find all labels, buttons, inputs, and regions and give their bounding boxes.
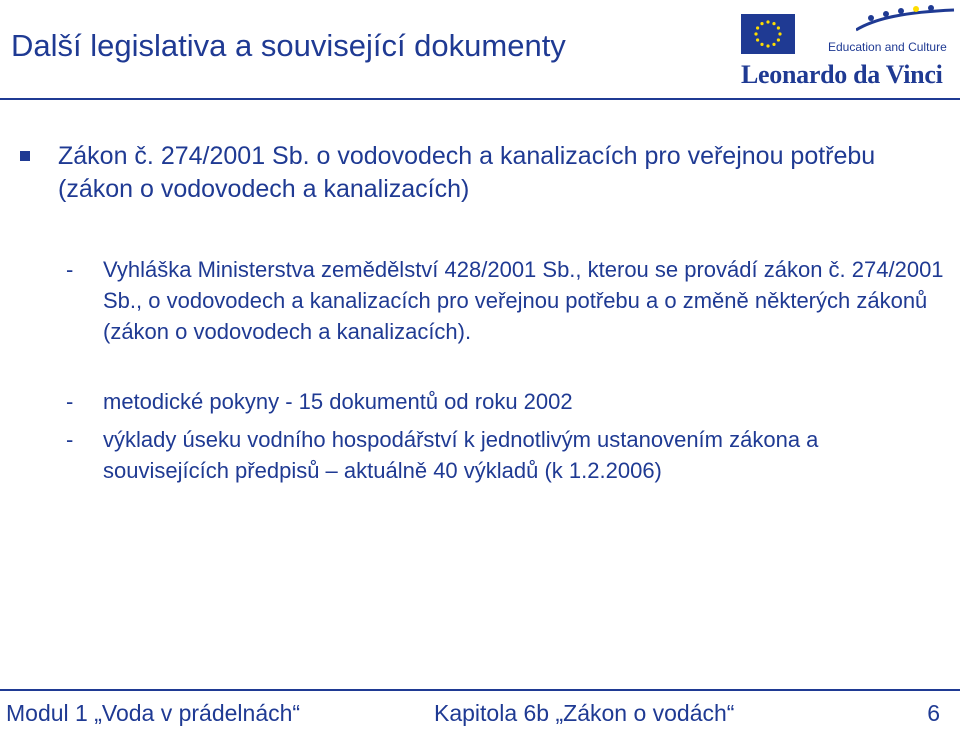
eu-flag-icon [741,14,795,54]
main-bullet-item [20,140,920,206]
dash-marker: - [66,427,74,452]
header-divider [0,98,960,100]
sub-item [66,386,946,417]
logo-program-name: Leonardo da Vinci [741,60,943,89]
sub-item [66,254,946,347]
birds-icon [856,4,956,38]
sub-item-text: Vyhláška Ministerstva zemědělství 428/2001 Sb., kterou se provádí zákon č. 274/2001 Sb., o vodovodech a kanalizacích pro veřejnou potřebu a o změně některých zákonů (zákon o vodovodech a kanalizacích). [103,257,944,344]
dash-marker: - [66,389,74,414]
footer-module: Modul 1 „Voda v prádelnách“ [6,700,301,726]
sub-item-text: metodické pokyny - 15 dokumentů od roku 2002 [103,389,573,414]
slide-title: Další legislativa a související dokumenty [11,28,566,63]
footer-divider [0,689,960,691]
page-number: 6 [927,700,940,726]
education-culture-logo [738,4,956,94]
sub-item-text: výklady úseku vodního hospodářství k jednotlivým ustanovením zákona a souvisejících předpisů – aktuálně 40 výkladů (k 1.2.2006) [103,427,819,483]
slide-footer [0,700,960,730]
main-bullet-text: Zákon č. 274/2001 Sb. o vodovodech a kanalizacích pro veřejnou potřebu (zákon o vodovodech a kanalizacích) [58,142,876,203]
logo-subtitle: Education and Culture [828,40,947,54]
footer-chapter: Kapitola 6b „Zákon o vodách“ [434,700,735,726]
sub-item [66,424,946,486]
dash-marker: - [66,257,74,282]
square-bullet-icon [20,151,30,161]
